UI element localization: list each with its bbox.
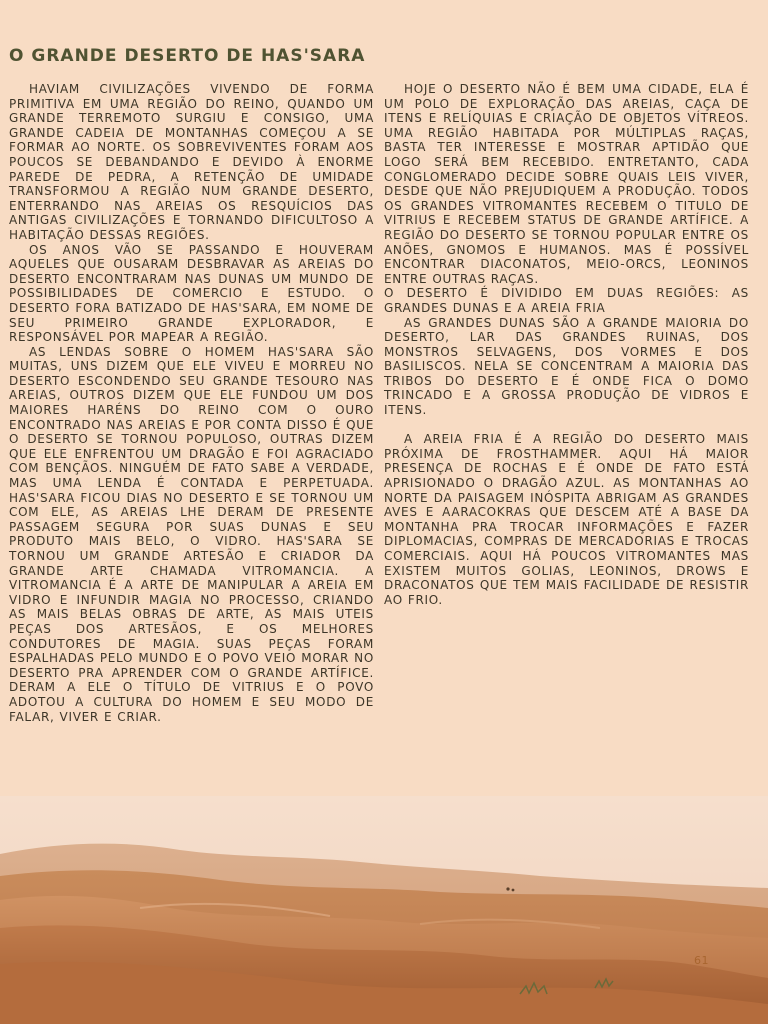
right-column <box>384 82 749 607</box>
left-column <box>9 82 374 724</box>
paragraph-today: HOJE O DESERTO NÃO É BEM UMA CIDADE, ELA É UM POLO DE EXPLORAÇÃO DAS AREIAS, CAÇA DE ITENS E RELÍQUIAS E CRIAÇÃO DE OBJETOS VÍTREOS. UMA REGIÃO HABITADA POR MÚLTIPLAS RAÇAS, BASTA TER INTERESSE E MOSTRAR APTIDÃO QUE LOGO SERÁ BEM RECEBIDO. ENTRETANTO, CADA CONGLOMERADO DECIDE SOBRE QUAIS LEIS VIVER, DESDE QUE NÃO PREJUDIQUEM A PRODUÇÃO. TODOS OS GRANDES VITROMANTES RECEBEM O TITULO DE VITRIUS E RECEBEM STATUS DE GRANDE ARTÍFICE. A REGIÃO DO DESERTO SE TORNOU POPULAR ENTRE OS ANÕES, GNOMOS E HUMANOS. MAS É POSSÍVEL ENCONTRAR DIACONATOS, MEIO-ORCS, LEONINOS ENTRE OUTRAS RAÇAS. <box>384 82 749 286</box>
paragraph-legends: AS LENDAS SOBRE O HOMEM HAS'SARA SÃO MUITAS, UNS DIZEM QUE ELE VIVEU E MORREU NO DESERTO ESCONDENDO SEU GRANDE TESOURO NAS AREIAS, OUTROS DIZEM QUE ELE FUNDOU UM DOS MAIORES HARÉNS DO REINO COM O OURO ENCONTRADO NAS AREIAS E POR CONTA DISSO É QUE O DESERTO SE TORNOU POPULOSO, OUTRAS DIZEM QUE ELE ENFRENTOU UM DRAGÃO E FOI AGRACIADO COM BENÇÃOS. NINGUÉM DE FATO SABE A VERDADE, MAS UMA LENDA É CONTADA E PERPETUADA. HAS'SARA FICOU DIAS NO DESERTO E SE TORNOU UM COM ELE, AS AREIAS LHE DERAM DE PRESENTE PASSAGEM SEGURA POR SUAS DUNAS E SEU PRODUTO MAIS BELO, O VIDRO. HAS'SARA SE TORNOU UM GRANDE ARTESÃO E CRIADOR DA GRANDE ARTE CHAMADA VITROMANCIA. A VITROMANCIA É A ARTE DE MANIPULAR A AREIA EM VIDRO E INFUNDIR MAGIA NO PROCESSO, CRIANDO AS MAIS BELAS OBRAS DE ARTE, AS MAIS UTEIS PEÇAS DOS ARTESÃOS, E OS MELHORES CONDUTORES DE MAGIA. SUAS PEÇAS FORAM ESPALHADAS PELO MUNDO E O POVO VEIO MORAR NO DESERTO PRA APRENDER COM O GRANDE ARTÍFICE. DERAM A ELE O TÍTULO DE VITRIUS E O POVO ADOTOU A CULTURA DO HOMEM E SEU MODO DE FALAR, VIVER E CRIAR. <box>9 344 374 724</box>
paragraph-spacer <box>384 418 749 433</box>
page-number: 61 <box>694 954 709 967</box>
desert-landscape-image <box>0 796 768 1024</box>
paragraph-cold-sand: A AREIA FRIA É A REGIÃO DO DESERTO MAIS PRÓXIMA DE FROSTHAMMER. AQUI HÁ MAIOR PRESENÇA DE ROCHAS E É ONDE DE FATO ESTÁ APRISIONADO O DRAGÃO AZUL. AS MONTANHAS AO NORTE DA PAISAGEM INÓSPITA ABRIGAM AS GRANDES AVES E AARACOKRAS QUE DESCEM ATÉ A BASE DA MONTANHA PRA TROCAR INFORMAÇÕES E FAZER DIPLOMACIAS, COMPRAS DE MERCADORIAS E TROCAS COMERCIAIS. AQUI HÁ POUCOS VITROMANTES MAS EXISTEM MUITOS GOLIAS, LEONINOS, DROWS E DRACONATOS QUE TEM MAIS FACILIDADE DE RESISTIR AO FRIO. <box>384 432 749 607</box>
paragraph-exploration: OS ANOS VÃO SE PASSANDO E HOUVERAM AQUELES QUE OUSARAM DESBRAVAR AS AREIAS DO DESERTO ENCONTRARAM NAS DUNAS UM MUNDO DE POSSIBILIDADES DE COMERCIO E ESTUDO. O DESERTO FORA BATIZADO DE HAS'SARA, EM NOME DE SEU PRIMEIRO GRANDE EXPLORADOR, E RESPONSÁVEL POR MAPEAR A REGIÃO. <box>9 242 374 345</box>
page-title: O GRANDE DESERTO DE HAS'SARA <box>9 46 366 66</box>
paragraph-origin: HAVIAM CIVILIZAÇÕES VIVENDO DE FORMA PRIMITIVA EM UMA REGIÃO DO REINO, QUANDO UM GRANDE TERREMOTO SURGIU E CONSIGO, UMA GRANDE CADEIA DE MONTANHAS COMEÇOU A SE FORMAR AO NORTE. OS SOBREVIVENTES FORAM AOS POUCOS SE DEBANDANDO E DEVIDO À ENORME PAREDE DE PEDRA, A RETENÇÃO DE UMIDADE TRANSFORMOU A REGIÃO NUM GRANDE DESERTO, ENTERRANDO NAS AREIAS OS RESQUÍCIOS DAS ANTIGAS CIVILIZAÇÕES E TORNANDO DIFICULTOSO A HABITAÇÃO DESSAS REGIÕES. <box>9 82 374 242</box>
paragraph-great-dunes: AS GRANDES DUNAS SÃO A GRANDE MAIORIA DO DESERTO, LAR DAS GRANDES RUINAS, DOS MONSTROS SELVAGENS, DOS VORMES E DOS BASILISCOS. NELA SE CONCENTRAM A MAIORIA DAS TRIBOS DO DESERTO E É ONDE FICA O DOMO TRINCADO E A GROSSA PRODUÇÃO DE VIDROS E ITENS. <box>384 315 749 418</box>
paragraph-regions: O DESERTO É DIVIDIDO EM DUAS REGIÕES: AS GRANDES DUNAS E A AREIA FRIA <box>384 286 749 315</box>
